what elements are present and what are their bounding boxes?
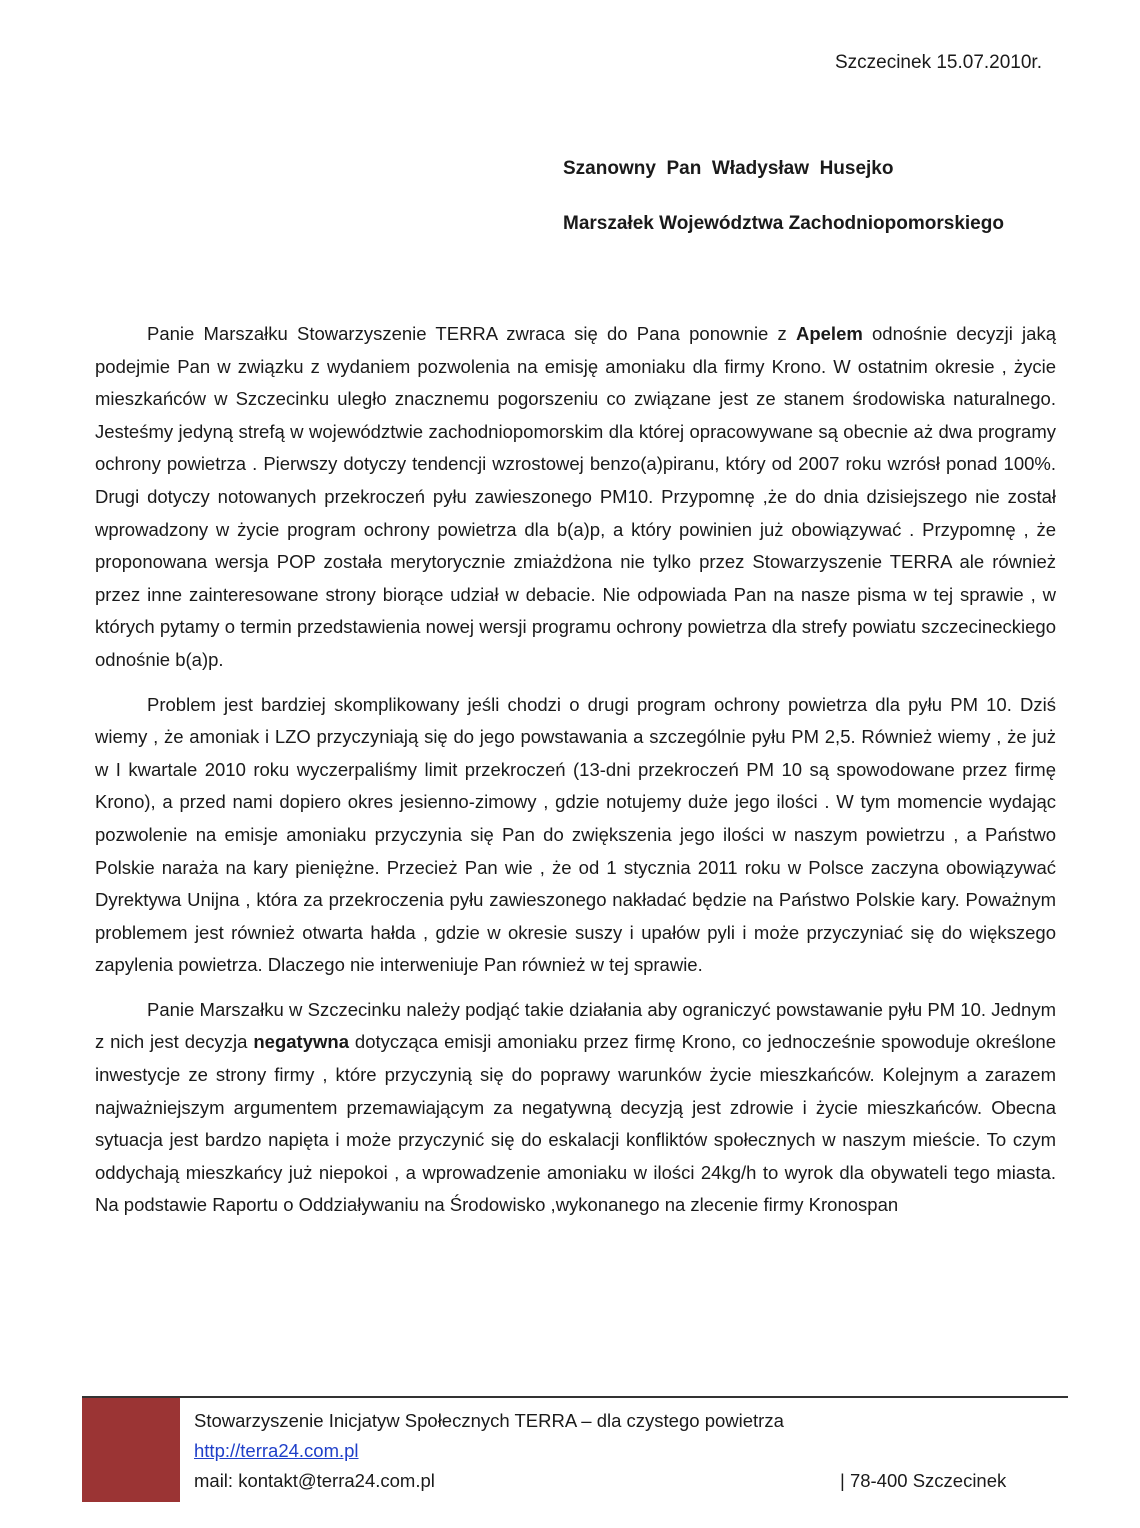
addressee-name: Szanowny Pan Władysław Husejko: [563, 158, 894, 179]
paragraph-2: Problem jest bardziej skomplikowany jeśli chodzi o drugi program ochrony powietrza dla pyłu PM 10. Dziś wiemy , że amoniak i LZO przyczyniają się do jego powstawania a szczególnie pyłu PM 2,5. Również wiemy , że już w I kwartale 2010 roku wyczerpaliśmy limit przekroczeń (13-dni przekroczeń PM 10 są spowodowane przez firmę Krono), a przed nami dopiero okres jesienno-zimowy , gdzie notujemy duże jego ilości . W tym momencie wydając pozwolenie na emisje amoniaku przyczynia się Pan do zwiększenia jego ilości w naszym powietrzu , a Państwo Polskie naraża na kary pieniężne. Przecież Pan wie , że od 1 stycznia 2011 roku w Polsce zaczyna obowiązywać Dyrektywa Unijna , która za przekroczenia pyłu zawieszonego nakładać będzie na Państwo Polskie kary. Poważnym problemem jest również otwarta hałda , gdzie w okresie suszy i upałów pyli i może przyczyniać się do większego zapylenia powietrza. Dlaczego nie interweniuje Pan również w tej sprawie.: [95, 693, 1056, 976]
footer-org-name: Stowarzyszenie Inicjatyw Społecznych TERRA – dla czystego powietrza: [194, 1410, 784, 1431]
addressee-title: Marszałek Województwa Zachodniopomorskiego: [563, 213, 1004, 234]
paragraph-1: Panie Marszałku Stowarzyszenie TERRA zwraca się do Pana ponownie z Apelem odnośnie decyzji jaką podejmie Pan w związku z wydaniem pozwolenia na emisję amoniaku dla firmy Krono. W ostatnim okresie , życie mieszkańców w Szczecinku uległo znacznemu pogorszeniu co związane jest ze stanem środowiska naturalnego. Jesteśmy jedyną strefą w województwie zachodniopomorskim dla której opracowywane są obecnie aż dwa programy ochrony powietrza . Pierwszy dotyczy tendencji wzrostowej benzo(a)piranu, który od 2007 roku wzrósł ponad 100%. Drugi dotyczy notowanych przekroczeń pyłu zawieszonego PM10. Przypomnę ,że do dnia dzisiejszego nie został wprowadzony w życie program ochrony powietrza dla b(a)p, a który powinien już obowiązywać . Przypomnę , że proponowana wersja POP została merytorycznie zmiażdżona nie tylko przez Stowarzyszenie TERRA ale również przez inne zainteresowane strony biorące udział w debacie. Nie odpowiada Pan na nasze pisma w tej sprawie , w których pytamy o termin przedstawienia nowej wersji programu ochrony powietrza dla strefy powiatu szczecineckiego odnośnie b(a)p.: [95, 323, 1056, 670]
footer: [194, 1406, 1007, 1496]
footer-accent-block: [82, 1398, 180, 1502]
footer-divider: [82, 1396, 1068, 1398]
emphasis-apelem: Apelem: [795, 323, 863, 344]
emphasis-negatywna: negatywna: [253, 1031, 349, 1053]
footer-city: | 78-400 Szczecinek: [840, 1470, 1007, 1491]
letter-body: [95, 318, 1056, 1234]
letter-date: Szczecinek 15.07.2010r.: [834, 52, 1042, 73]
footer-mail: mail: kontakt@terra24.com.pl: [194, 1470, 435, 1491]
addressee-block: [563, 158, 1004, 268]
paragraph-3: Panie Marszałku w Szczecinku należy podjąć takie działania aby ograniczyć powstawanie pyłu PM 10. Jednym z nich jest decyzja negatywna dotycząca emisji amoniaku przez firmę Krono, co jednocześnie spowoduje określone inwestycje ze strony firmy , które przyczynią się do poprawy warunków życie mieszkańców. Kolejnym a zarazem najważniejszym argumentem przemawiającym za negatywną decyzją jest zdrowie i życie mieszkańców. Obecna sytuacja jest bardzo napięta i może przyczynić się do eskalacji konfliktów społecznych w naszym mieście. To czym oddychają mieszkańcy już niepokoi , a wprowadzenie amoniaku w ilości 24kg/h to wyrok dla obywateli tego miasta. Na podstawie Raportu o Oddziaływaniu na Środowisko ,wykonanego na zlecenie firmy Kronospan: [95, 998, 1056, 1216]
footer-website-link[interactable]: http://terra24.com.pl: [194, 1440, 359, 1461]
